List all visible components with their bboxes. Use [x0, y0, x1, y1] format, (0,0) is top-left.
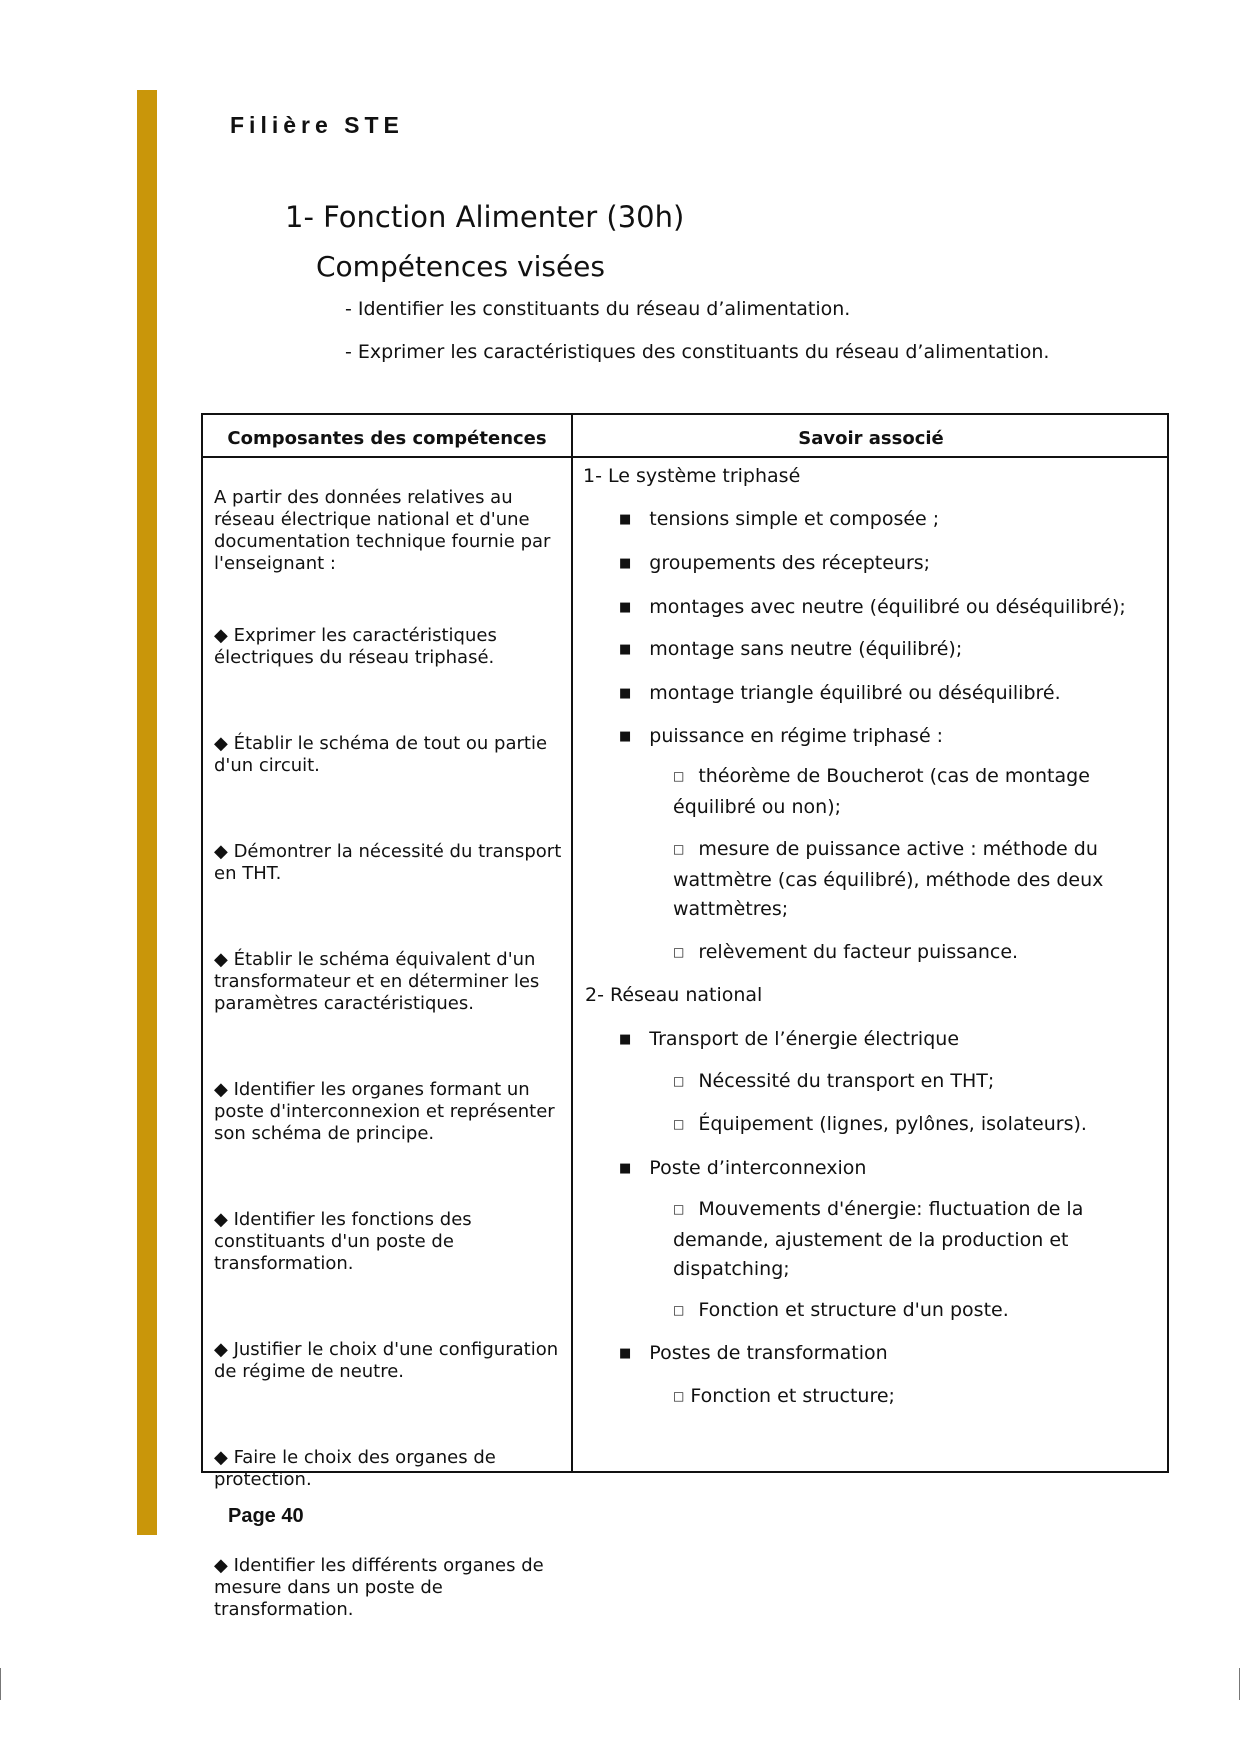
knowledge-subitem: □ Fonction et structure d'un poste. — [673, 1299, 1009, 1321]
competence-item: ◆ Identifier les différents organes de mesure dans un poste de transformation. — [214, 1555, 544, 1620]
bullet-open-square-icon: □ — [673, 1117, 685, 1131]
knowledge-subitem: □ relèvement du facteur puissance. — [673, 941, 1019, 963]
bullet-square-icon: ■ — [619, 729, 632, 744]
knowledge-heading: 1- Le système triphasé — [583, 465, 801, 487]
knowledge-item: ■ montage sans neutre (équilibré); — [619, 638, 963, 660]
bullet-square-icon: ■ — [619, 642, 632, 657]
knowledge-subitem: □ Mouvements d'énergie: fluctuation de la demande, ajustement de la production et dispatching; — [673, 1198, 1084, 1280]
section-title: 1- Fonction Alimenter (30h) — [285, 200, 685, 234]
competence-item: ◆ Faire le choix des organes de protection. — [214, 1447, 496, 1490]
competence-intro: A partir des données relatives au réseau électrique national et d'une documentation technique fournie par l'enseignant : — [214, 487, 551, 574]
knowledge-item: ■ montage triangle équilibré ou déséquilibré. — [619, 682, 1061, 704]
competence-item: ◆ Démontrer la nécessité du transport en THT. — [214, 841, 562, 884]
knowledge-subitem: □ mesure de puissance active : méthode du wattmètre (cas équilibré), méthode des deux wattmètres; — [673, 838, 1104, 920]
knowledge-item: ■ Poste d’interconnexion — [619, 1157, 867, 1179]
knowledge-item: ■ puissance en régime triphasé : — [619, 725, 944, 747]
bullet-square-icon: ■ — [619, 512, 632, 527]
section-subtitle: Compétences visées — [316, 250, 605, 283]
filiere-header: Filière STE — [230, 112, 404, 138]
competence-item: ◆ Établir le schéma équivalent d'un transformateur et en déterminer les paramètres caractéristiques. — [214, 949, 540, 1014]
bullet-open-square-icon: □ — [673, 945, 685, 959]
objective: - Identifier les constituants du réseau d’alimentation. — [345, 298, 851, 320]
crop-mark — [0, 1668, 1, 1700]
column-divider — [571, 415, 573, 1471]
bullet-open-square-icon: □ — [673, 1389, 685, 1403]
competence-item: ◆ Justifier le choix d'une configuration de régime de neutre. — [214, 1339, 559, 1382]
knowledge-item: ■ montages avec neutre (équilibré ou déséquilibré); — [619, 596, 1126, 618]
column-header: Savoir associé — [798, 428, 944, 449]
knowledge-subitem: □ théorème de Boucherot (cas de montage équilibré ou non); — [673, 765, 1090, 818]
competence-item: ◆ Exprimer les caractéristiques électriques du réseau triphasé. — [214, 625, 497, 668]
knowledge-item: ■ groupements des récepteurs; — [619, 552, 931, 574]
bullet-open-square-icon: □ — [673, 842, 685, 856]
knowledge-subitem: □ Équipement (lignes, pylônes, isolateurs). — [673, 1113, 1087, 1135]
knowledge-item: ■ tensions simple et composée ; — [619, 508, 940, 530]
knowledge-heading: 2- Réseau national — [585, 984, 763, 1006]
bullet-square-icon: ■ — [619, 1346, 632, 1361]
bullet-open-square-icon: □ — [673, 769, 685, 783]
column-header: Composantes des compétences — [227, 428, 547, 449]
objective: - Exprimer les caractéristiques des constituants du réseau d’alimentation. — [345, 341, 1050, 363]
bullet-square-icon: ■ — [619, 686, 632, 701]
bullet-square-icon: ■ — [619, 1032, 632, 1047]
knowledge-subitem: □ Fonction et structure; — [673, 1385, 895, 1407]
side-accent-bar — [137, 90, 157, 1535]
knowledge-item: ■ Transport de l’énergie électrique — [619, 1028, 960, 1050]
competence-item: ◆ Identifier les organes formant un poste d'interconnexion et représenter son schéma de principe. — [214, 1079, 555, 1144]
competence-item: ◆ Établir le schéma de tout ou partie d'un circuit. — [214, 733, 548, 776]
bullet-open-square-icon: □ — [673, 1303, 685, 1317]
bullet-open-square-icon: □ — [673, 1202, 685, 1216]
header-divider — [203, 456, 1167, 458]
bullet-square-icon: ■ — [619, 600, 632, 615]
knowledge-subitem: □ Nécessité du transport en THT; — [673, 1070, 995, 1092]
page-number: Page 40 — [228, 1505, 304, 1527]
bullet-square-icon: ■ — [619, 1161, 632, 1176]
bullet-open-square-icon: □ — [673, 1074, 685, 1088]
competence-item: ◆ Identifier les fonctions des constituants d'un poste de transformation. — [214, 1209, 472, 1274]
bullet-square-icon: ■ — [619, 556, 632, 571]
knowledge-item: ■ Postes de transformation — [619, 1342, 888, 1364]
